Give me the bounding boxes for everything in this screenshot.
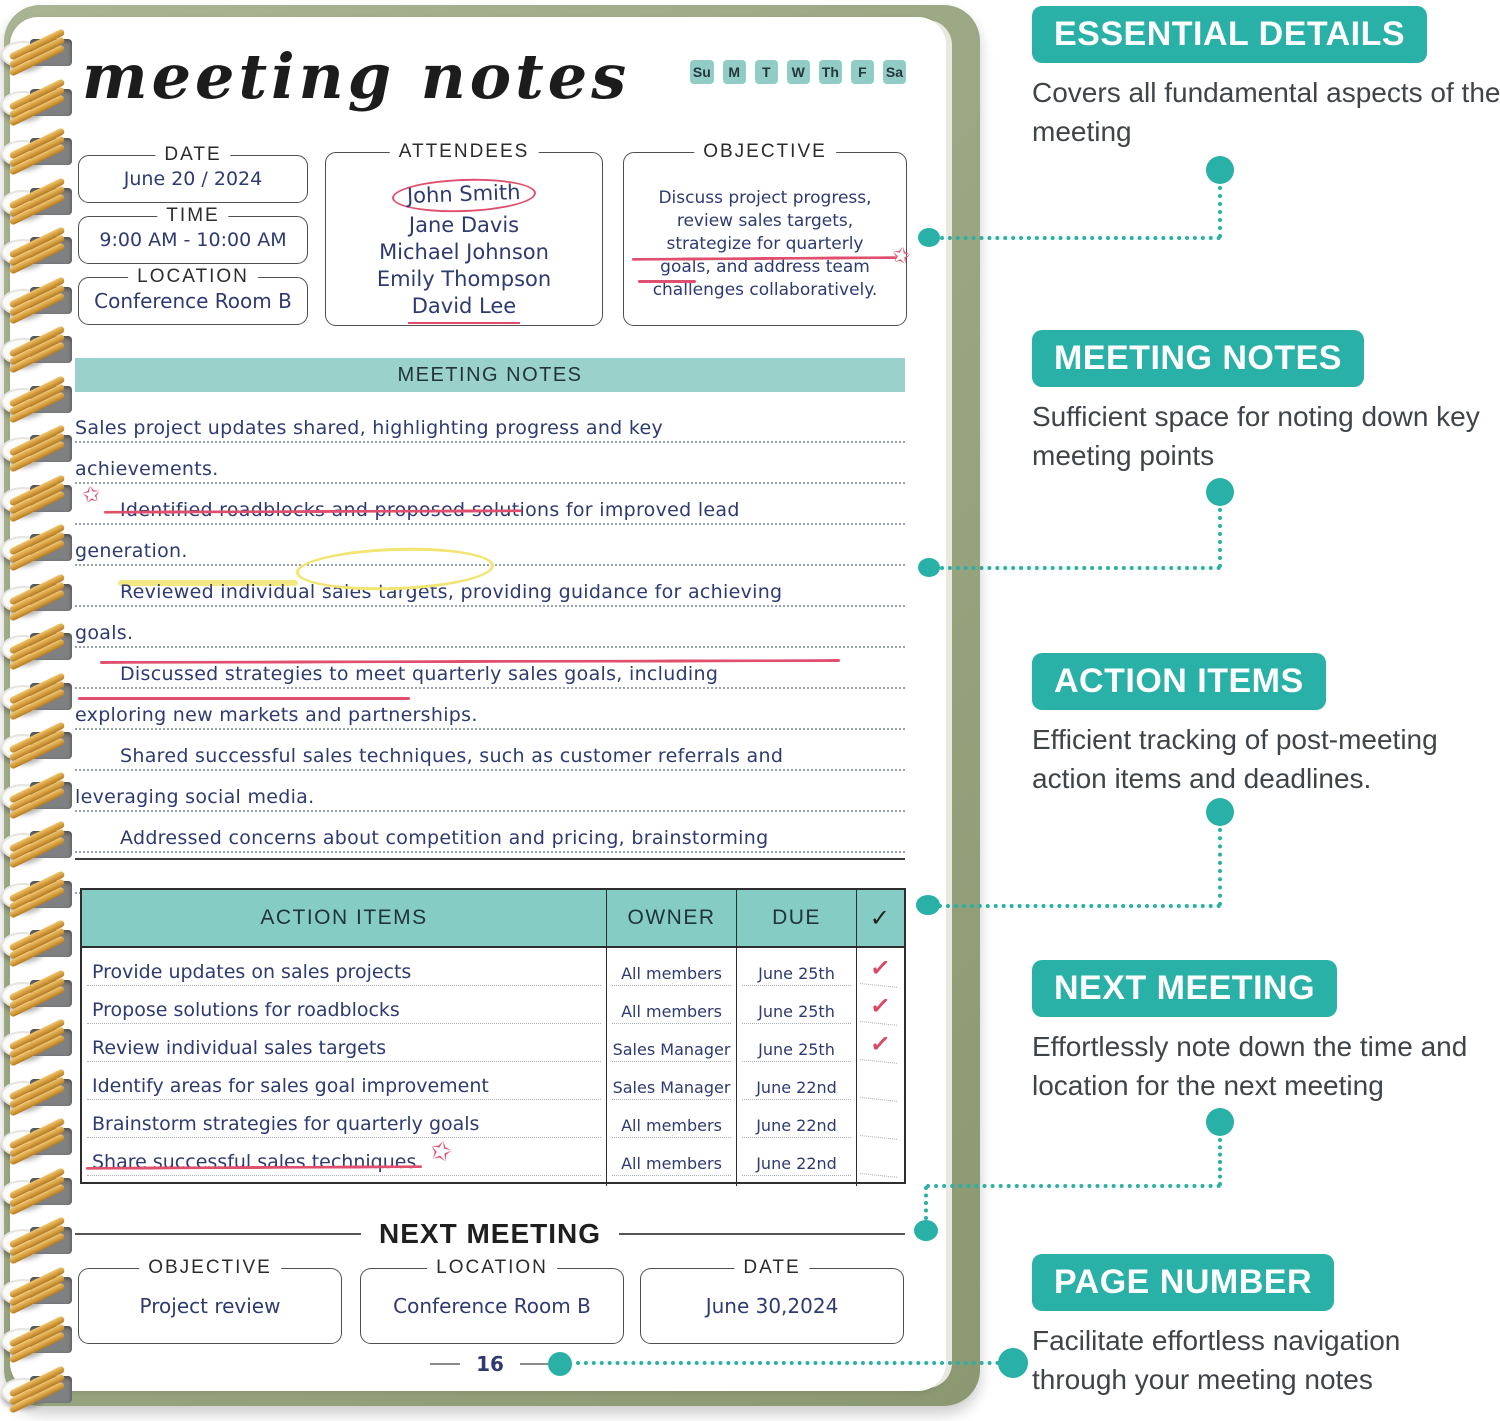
weekday-chip: Su [690,60,714,84]
note-line: Sales project updates shared, highlighting progress and key [75,402,905,443]
spiral-coil [0,1076,84,1112]
spiral-coil [0,729,84,765]
header-rule-right [619,1233,905,1235]
location-value: Conference Room B [94,289,292,313]
table-header-row [82,890,904,948]
page-number-dash [520,1363,550,1365]
spiral-coil [0,234,84,270]
check-cell: ✓ [855,946,906,989]
next-meeting-header [75,1218,905,1250]
connector-dot [1206,156,1234,184]
callout-badge: PAGE NUMBER [1032,1254,1334,1311]
spiral-coil [0,135,84,171]
callout-badge: MEETING NOTES [1032,330,1364,387]
spiral-coil [0,36,84,72]
connector-line [1218,828,1222,906]
due-cell: June 25th [737,1024,857,1062]
next-date-value: June 30,2024 [705,1294,839,1318]
attendee-name: Emily Thompson [376,267,552,291]
spiral-coil [0,383,84,419]
check-cell: ✓ [855,984,906,1027]
objective-line: review sales targets, [676,211,854,231]
connector-dot [914,1220,938,1241]
page-number-value: 16 [476,1352,504,1376]
spiral-coil [0,878,84,914]
owner-cell: All members [607,1138,737,1176]
red-underline-annotation [638,280,696,283]
col-header-action-items: ACTION ITEMS [82,890,607,946]
attendee-name: Michael Johnson [379,240,549,264]
spiral-coil [0,630,84,666]
objective-label: OBJECTIVE [694,141,836,163]
connector-line [1218,186,1222,238]
weekday-chip: W [787,60,810,84]
attendees-box [325,141,603,326]
action-item-cell: Propose solutions for roadblocks [82,986,607,1024]
connector-dot [918,228,940,247]
attendee-name: John Smith [392,177,537,215]
connector-line [1218,508,1222,568]
connector-dot [1206,1108,1234,1136]
objective-box [623,141,913,326]
objective-text [624,187,906,302]
connector-line [576,1361,1000,1365]
feature-callout [1032,6,1500,151]
callout-badge: NEXT MEETING [1032,960,1337,1017]
time-box [78,205,308,264]
date-box [78,144,308,203]
spiral-coil [0,927,84,963]
check-cell [855,1060,906,1103]
due-cell: June 22nd [737,1100,857,1138]
note-line: Reviewed individual sales targets, providing guidance for achieving [75,566,905,607]
spiral-coil [0,531,84,567]
callout-description: Covers all fundamental aspects of the meeting [1032,77,1500,148]
action-item-cell: Share successful sales techniques [82,1138,607,1176]
red-star-icon: ✩ [80,480,103,509]
check-cell: ✓ [855,1022,906,1065]
note-line: goals. [75,607,905,648]
due-cell: June 25th [737,948,857,986]
col-header-check: ✓ [869,904,892,932]
owner-cell: All members [607,948,737,986]
next-objective-box [78,1257,342,1344]
spiral-coil [0,1274,84,1310]
feature-callout [1032,960,1500,1105]
owner-cell: Sales Manager [607,1062,737,1100]
attendees-label: ATTENDEES [390,141,539,163]
connector-line [938,904,1221,908]
action-items-table [80,888,906,1184]
callout-description: Facilitate effortless navigation through your meeting notes [1032,1325,1401,1396]
connector-line [924,1186,928,1220]
table-row [82,1024,904,1062]
objective-line: strategize for quarterly [666,234,864,254]
objective-line: Discuss project progress, [658,188,872,208]
note-line: exploring new markets and partnerships. [75,689,905,730]
next-location-label: LOCATION [427,1257,557,1279]
next-objective-label: OBJECTIVE [139,1257,281,1279]
page-title: meeting notes [82,40,631,113]
table-row [82,1100,904,1138]
weekday-chip: M [723,60,746,84]
connector-line [940,236,1221,240]
spiral-coil [0,1323,84,1359]
meeting-notes-area [75,402,905,894]
feature-callout [1032,330,1500,475]
next-date-box [640,1257,904,1344]
spiral-coil [0,977,84,1013]
objective-line: challenges collaboratively. [652,280,878,300]
attendee-name: David Lee [408,293,520,324]
callout-column [1032,0,1500,1421]
callout-description: Efficient tracking of post-meeting action items and deadlines. [1032,724,1438,795]
section-divider [75,858,905,860]
spiral-coil [0,86,84,122]
col-header-due: DUE [737,890,857,946]
owner-cell: All members [607,1100,737,1138]
time-value: 9:00 AM - 10:00 AM [99,229,287,251]
weekday-chip: T [755,60,778,84]
table-filler-row [82,1176,904,1186]
check-cell [855,1098,906,1141]
spiral-coil [0,680,84,716]
spiral-coil [0,1224,84,1260]
note-line: generation. [75,525,905,566]
location-box [78,266,308,325]
spiral-coil [0,185,84,221]
next-date-label: DATE [734,1257,809,1279]
connector-dot [1206,798,1234,826]
next-location-value: Conference Room B [393,1294,591,1318]
spiral-coil [0,1026,84,1062]
callout-badge: ACTION ITEMS [1032,653,1326,710]
red-star-icon: ✩ [427,1134,455,1168]
spiral-coil [0,432,84,468]
callout-badge: ESSENTIAL DETAILS [1032,6,1427,63]
red-star-icon: ✩ [889,241,913,270]
weekday-chip: F [851,60,874,84]
feature-callout [1032,653,1500,798]
connector-dot [548,1352,572,1376]
spiral-coil [0,581,84,617]
feature-callout [1032,1254,1500,1399]
page-number-dash [430,1363,460,1365]
weekday-chip: Th [819,60,842,84]
attendee-name: Jane Davis [408,213,520,237]
action-item-cell: Provide updates on sales projects [82,948,607,986]
action-item-cell: Brainstorm strategies for quarterly goals [82,1100,607,1138]
objective-line: goals, and address team [660,257,870,277]
action-item-cell: Identify areas for sales goal improvement [82,1062,607,1100]
spiral-coil [0,779,84,815]
connector-dot [998,1348,1028,1378]
check-cell [855,1136,906,1179]
owner-cell: All members [607,986,737,1024]
date-value: June 20 / 2024 [123,168,263,190]
spiral-binding [0,0,92,1421]
table-row [82,1062,904,1100]
spiral-coil [0,284,84,320]
spiral-coil [0,1175,84,1211]
header-rule-left [75,1233,361,1235]
note-line: Discussed strategies to meet quarterly sales goals, including [75,648,905,689]
note-line: Addressed concerns about competition and pricing, brainstorming [75,812,905,853]
weekday-row [688,60,906,84]
location-label: LOCATION [128,266,258,288]
connector-dot [1206,478,1234,506]
note-line: Shared successful sales techniques, such as customer referrals and [75,730,905,771]
red-underline-annotation [78,697,410,700]
spiral-coil [0,828,84,864]
owner-cell: Sales Manager [607,1024,737,1062]
weekday-chip: Sa [883,60,906,84]
connector-line [1218,1138,1222,1186]
col-header-owner: OWNER [607,890,737,946]
table-row [82,986,904,1024]
connector-dot [918,558,940,577]
action-item-cell: Review individual sales targets [82,1024,607,1062]
spiral-coil [0,1125,84,1161]
callout-description: Effortlessly note down the time and location for the next meeting [1032,1031,1468,1102]
attendee-list [326,179,602,324]
note-line: leveraging social media. [75,771,905,812]
spiral-coil [0,1373,84,1409]
next-objective-value: Project review [139,1294,281,1318]
due-cell: June 25th [737,986,857,1024]
due-cell: June 22nd [737,1138,857,1176]
note-line: Identified roadblocks and proposed solutions for improved lead [75,484,905,525]
table-row [82,1138,904,1176]
date-label: DATE [155,144,230,166]
connector-line [926,1184,1221,1188]
connector-line [940,566,1221,570]
connector-dot [916,895,940,915]
meeting-notes-band: MEETING NOTES [75,358,905,392]
next-meeting-title: NEXT MEETING [379,1218,602,1249]
callout-description: Sufficient space for noting down key meeting points [1032,401,1480,472]
next-location-box [360,1257,624,1344]
spiral-coil [0,482,84,518]
table-row [82,948,904,986]
time-label: TIME [157,205,228,227]
note-line: achievements. [75,443,905,484]
spiral-coil [0,333,84,369]
due-cell: June 22nd [737,1062,857,1100]
